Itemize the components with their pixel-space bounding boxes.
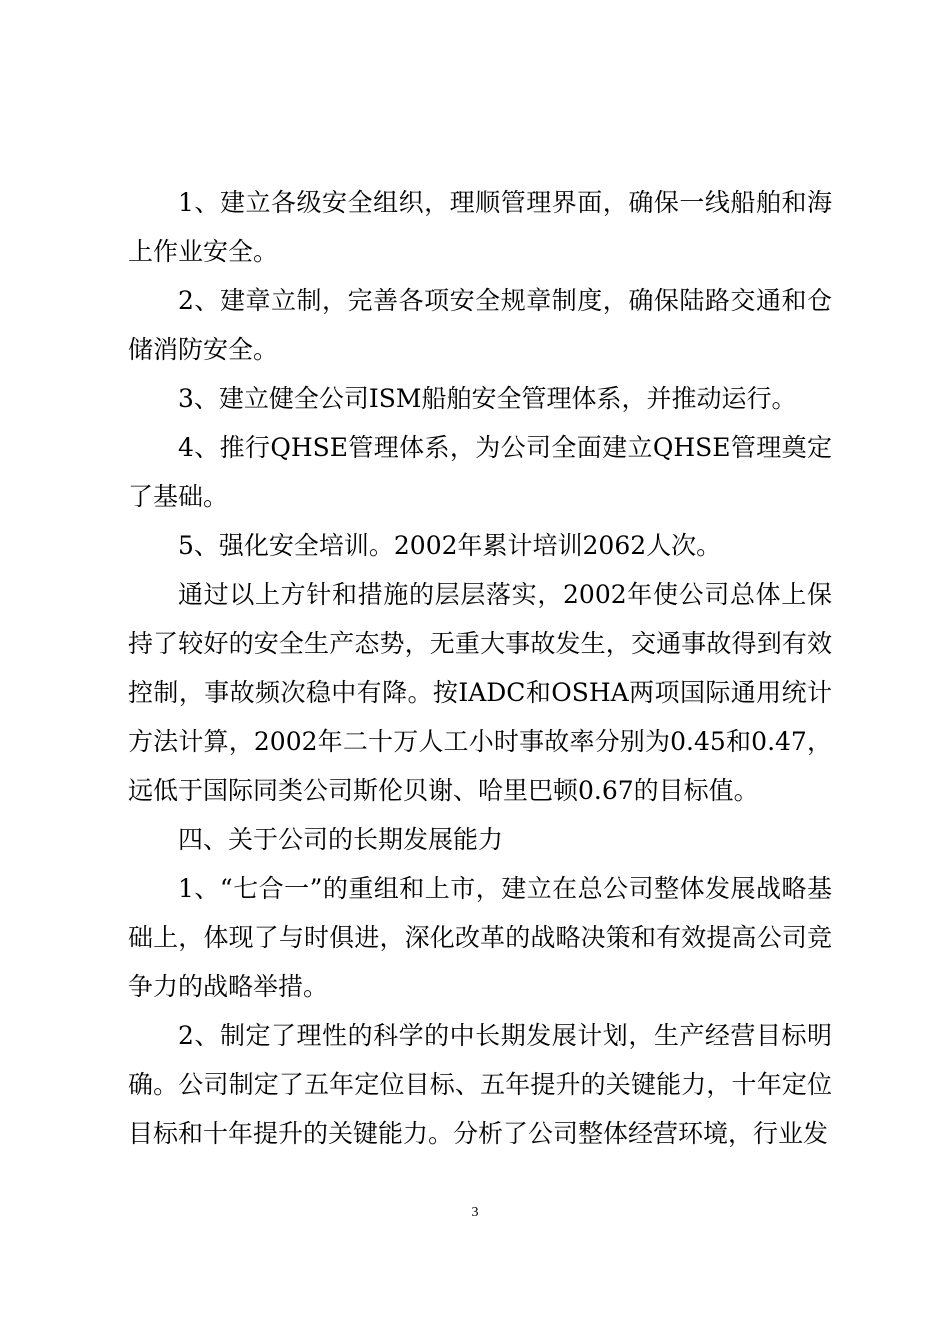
paragraph-8: 2、制定了理性的科学的中长期发展计划，生产经营目标明确。公司制定了五年定位目标、五年提升的关键能力，十年定位目标和十年提升的关键能力。分析了公司整体经营环境，行业发 [128, 1021, 832, 1148]
page-number: 3 [471, 1205, 479, 1220]
paragraph-4: 4、推行QHSE管理体系，为公司全面建立QHSE管理奠定了基础。 [128, 433, 832, 511]
paragraph-2: 2、建章立制，完善各项安全规章制度，确保陆路交通和仓储消防安全。 [128, 286, 832, 364]
paragraph-6: 通过以上方针和措施的层层落实，2002年使公司总体上保持了较好的安全生产态势，无重大事故发生，交通事故得到有效控制，事故频次稳中有降。按IADC和OSHA两项国际通用统计方法计算，2002年二十万人工小时事故率分别为0.45和0.47，远低于国际同类公司斯伦贝谢、哈里巴顿0.67的目标值。 [128, 580, 832, 805]
paragraph-1: 1、建立各级安全组织，理顺管理界面，确保一线船舶和海上作业安全。 [128, 188, 832, 266]
section-heading: 四、关于公司的长期发展能力 [178, 825, 504, 854]
body-text [128, 178, 832, 1158]
paragraph-7: 1、“七合一”的重组和上市，建立在总公司整体发展战略基础上，体现了与时俱进，深化改革的战略决策和有效提高公司竞争力的战略举措。 [128, 874, 832, 1001]
paragraph-3: 3、建立健全公司ISM船舶安全管理体系，并推动运行。 [178, 384, 797, 413]
paragraph-5: 5、强化安全培训。2002年累计培训2062人次。 [178, 531, 722, 560]
